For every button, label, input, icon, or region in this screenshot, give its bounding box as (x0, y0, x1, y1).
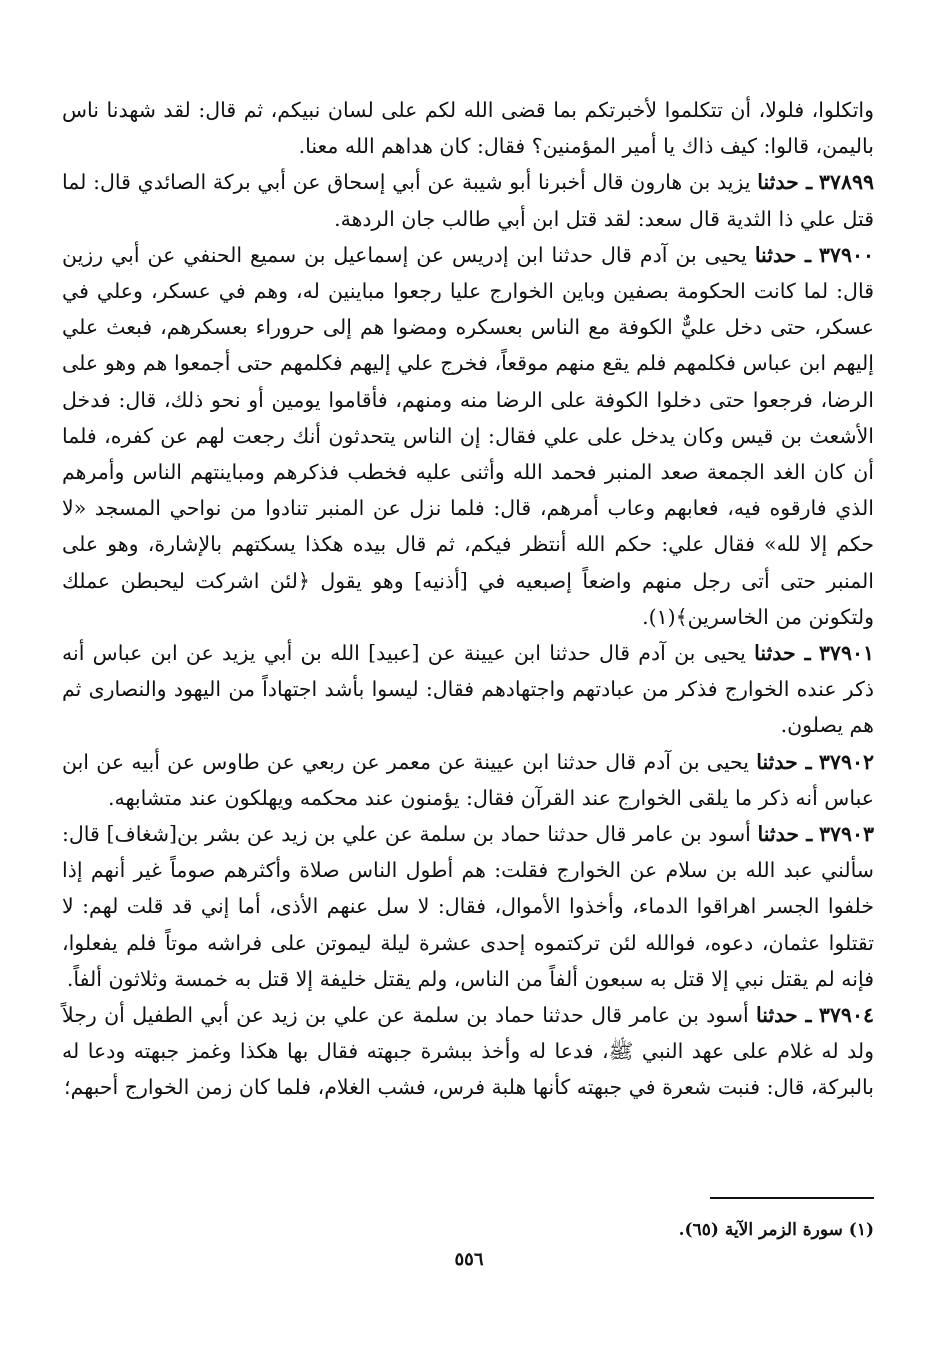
hadith-number: ٣٧٩٠٣ (818, 822, 874, 847)
footnote: (١) سورة الزمر الآية (٦٥). (678, 1220, 874, 1240)
hadith-lead: ـ حدثنا (756, 1003, 812, 1028)
paragraph-text: يحيى بن آدم قال حدثنا ابن عيينة عن معمر عن ربعي عن طاوس عن أبيه عن ابن عباس أنه ذكر ما يلقى الخوارج عند القرآن فقال: يؤمنون عند محكمه ويهلكون عند متشابهه. (62, 749, 874, 810)
hadith-37899 (62, 164, 874, 236)
paragraph-text: يحيى بن آدم قال حدثنا ابن عيينة عن [عبيد] الله بن أبي يزيد عن ابن عباس أنه ذكر عنده الخوارج فذكر من عبادتهم واجتهادهم فقال: ليسوا بأشد اجتهاداً من اليهود والنصارى ثم هم يصلون. (62, 641, 874, 738)
hadith-lead: ـ حدثنا (756, 749, 812, 774)
hadith-37904 (62, 997, 874, 1106)
hadith-37901 (62, 635, 874, 744)
hadith-number: ٣٧٩٠١ (818, 641, 874, 666)
hadith-lead: ـ حدثنا (754, 242, 811, 267)
page-number: ٥٥٦ (454, 1249, 484, 1270)
paragraph-text: أسود بن عامر قال حدثنا حماد بن سلمة عن علي بن زيد عن أبي الطفيل أن رجلاً ولد له غلام على عهد النبي ﷺ، فدعا له وأخذ ببشرة جبهته فقال بها هكذا وغمز جبهته ودعا له بالبركة، قال: فنبت شعرة في جبهته كأنها هلبة فرس، فشب الغلام، فلما كان زمن الخوارج أحبهم؛ (62, 1003, 874, 1100)
hadith-37902 (62, 744, 874, 816)
footnote-divider (710, 1197, 874, 1199)
paragraph-text: أسود بن عامر قال حدثنا حماد بن سلمة عن علي بن زيد عن بشر بن[شغاف] قال: سألني عبد الله بن سلام عن الخوارج فقلت: هم أطول الناس صلاة وأكثرهم صوماً غير أنهم إذا خلفوا الجسر اهراقوا الدماء، وأخذوا الأموال، فقال: لا سل عنهم الأذى، أما إني قد قلت لهم: لا تقتلوا عثمان، دعوه، فوالله لئن تركتموه إحدى عشرة ليلة ليموتن على فراشه موتاً فلم يفعلوا، فإنه لم يقتل نبي إلا قتل به سبعون ألفاً من الناس، ولم يقتل خليفة إلا قتل به خمسة وثلاثون ألفاً. (62, 822, 874, 991)
paragraph-text: واتكلوا، فلولا، أن تتكلموا لأخبرتكم بما قضى الله لكم على لسان نبيكم، ثم قال: لقد شهدنا ناس باليمن، قالوا: كيف ذاك يا أمير المؤمنين؟ فقال: كان هداهم الله معنا. (62, 98, 874, 159)
hadith-number: ٣٧٩٠٤ (818, 1003, 874, 1028)
hadith-lead: ـ حدثنا (757, 170, 813, 195)
hadith-lead: ـ حدثنا (757, 822, 813, 847)
paragraph-continuation (62, 92, 874, 164)
hadith-37903 (62, 816, 874, 997)
body-text (62, 92, 874, 1106)
hadith-37900 (62, 237, 874, 635)
hadith-number: ٣٧٩٠٠ (818, 242, 874, 267)
paragraph-text: يزيد بن هارون قال أخبرنا أبو شيبة عن أبي إسحاق عن أبي بركة الصائدي قال: لما قتل علي ذا الثدية قال سعد: لقد قتل ابن أبي طالب جان الردهة. (62, 170, 874, 231)
paragraph-text: يحيى بن آدم قال حدثنا ابن إدريس عن إسماعيل بن سميع الحنفي عن أبي رزين قال: لما كانت الحكومة بصفين وباين الخوارج عليا رجعوا مباينين له، وهم في عسكر، وعلي في عسكر، حتى دخل عليٌّ الكوفة مع الناس بعسكره ومضوا هم إلى حروراء بعسكرهم، فبعث علي إليهم ابن عباس فكلمهم فلم يقع منهم موقعاً، فخرج علي إليهم فكلمهم حتى أجمعوا هم وهو على الرضا، فرجعوا حتى دخلوا الكوفة على الرضا منه ومنهم، فأقاموا يومين أو نحو ذلك، قال: فدخل الأشعث بن قيس وكان يدخل على علي فقال: إن الناس يتحدثون أنك رجعت لهم عن كفره، فلما أن كان الغد الجمعة صعد المنبر فحمد الله وأثنى عليه فخطب فذكرهم ومباينتهم الناس وأمرهم الذي فارقوه فيه، فعابهم وعاب أمرهم، قال: فلما نزل عن المنبر تنادوا من نواحي المسجد «لا حكم إلا لله» فقال علي: حكم الله أنتظر فيكم، ثم قال بيده هكذا يسكتهم بالإشارة، وهو على المنبر حتى أتى رجل منهم واضعاً إصبعيه في [أذنيه] وهو يقول ﴿لئن اشركت ليحبطن عملك ولتكونن من الخاسرين﴾(١). (62, 242, 874, 629)
hadith-number: ٣٧٩٠٢ (818, 749, 874, 774)
hadith-number: ٣٧٨٩٩ (818, 170, 874, 195)
hadith-lead: ـ حدثنا (754, 641, 811, 666)
